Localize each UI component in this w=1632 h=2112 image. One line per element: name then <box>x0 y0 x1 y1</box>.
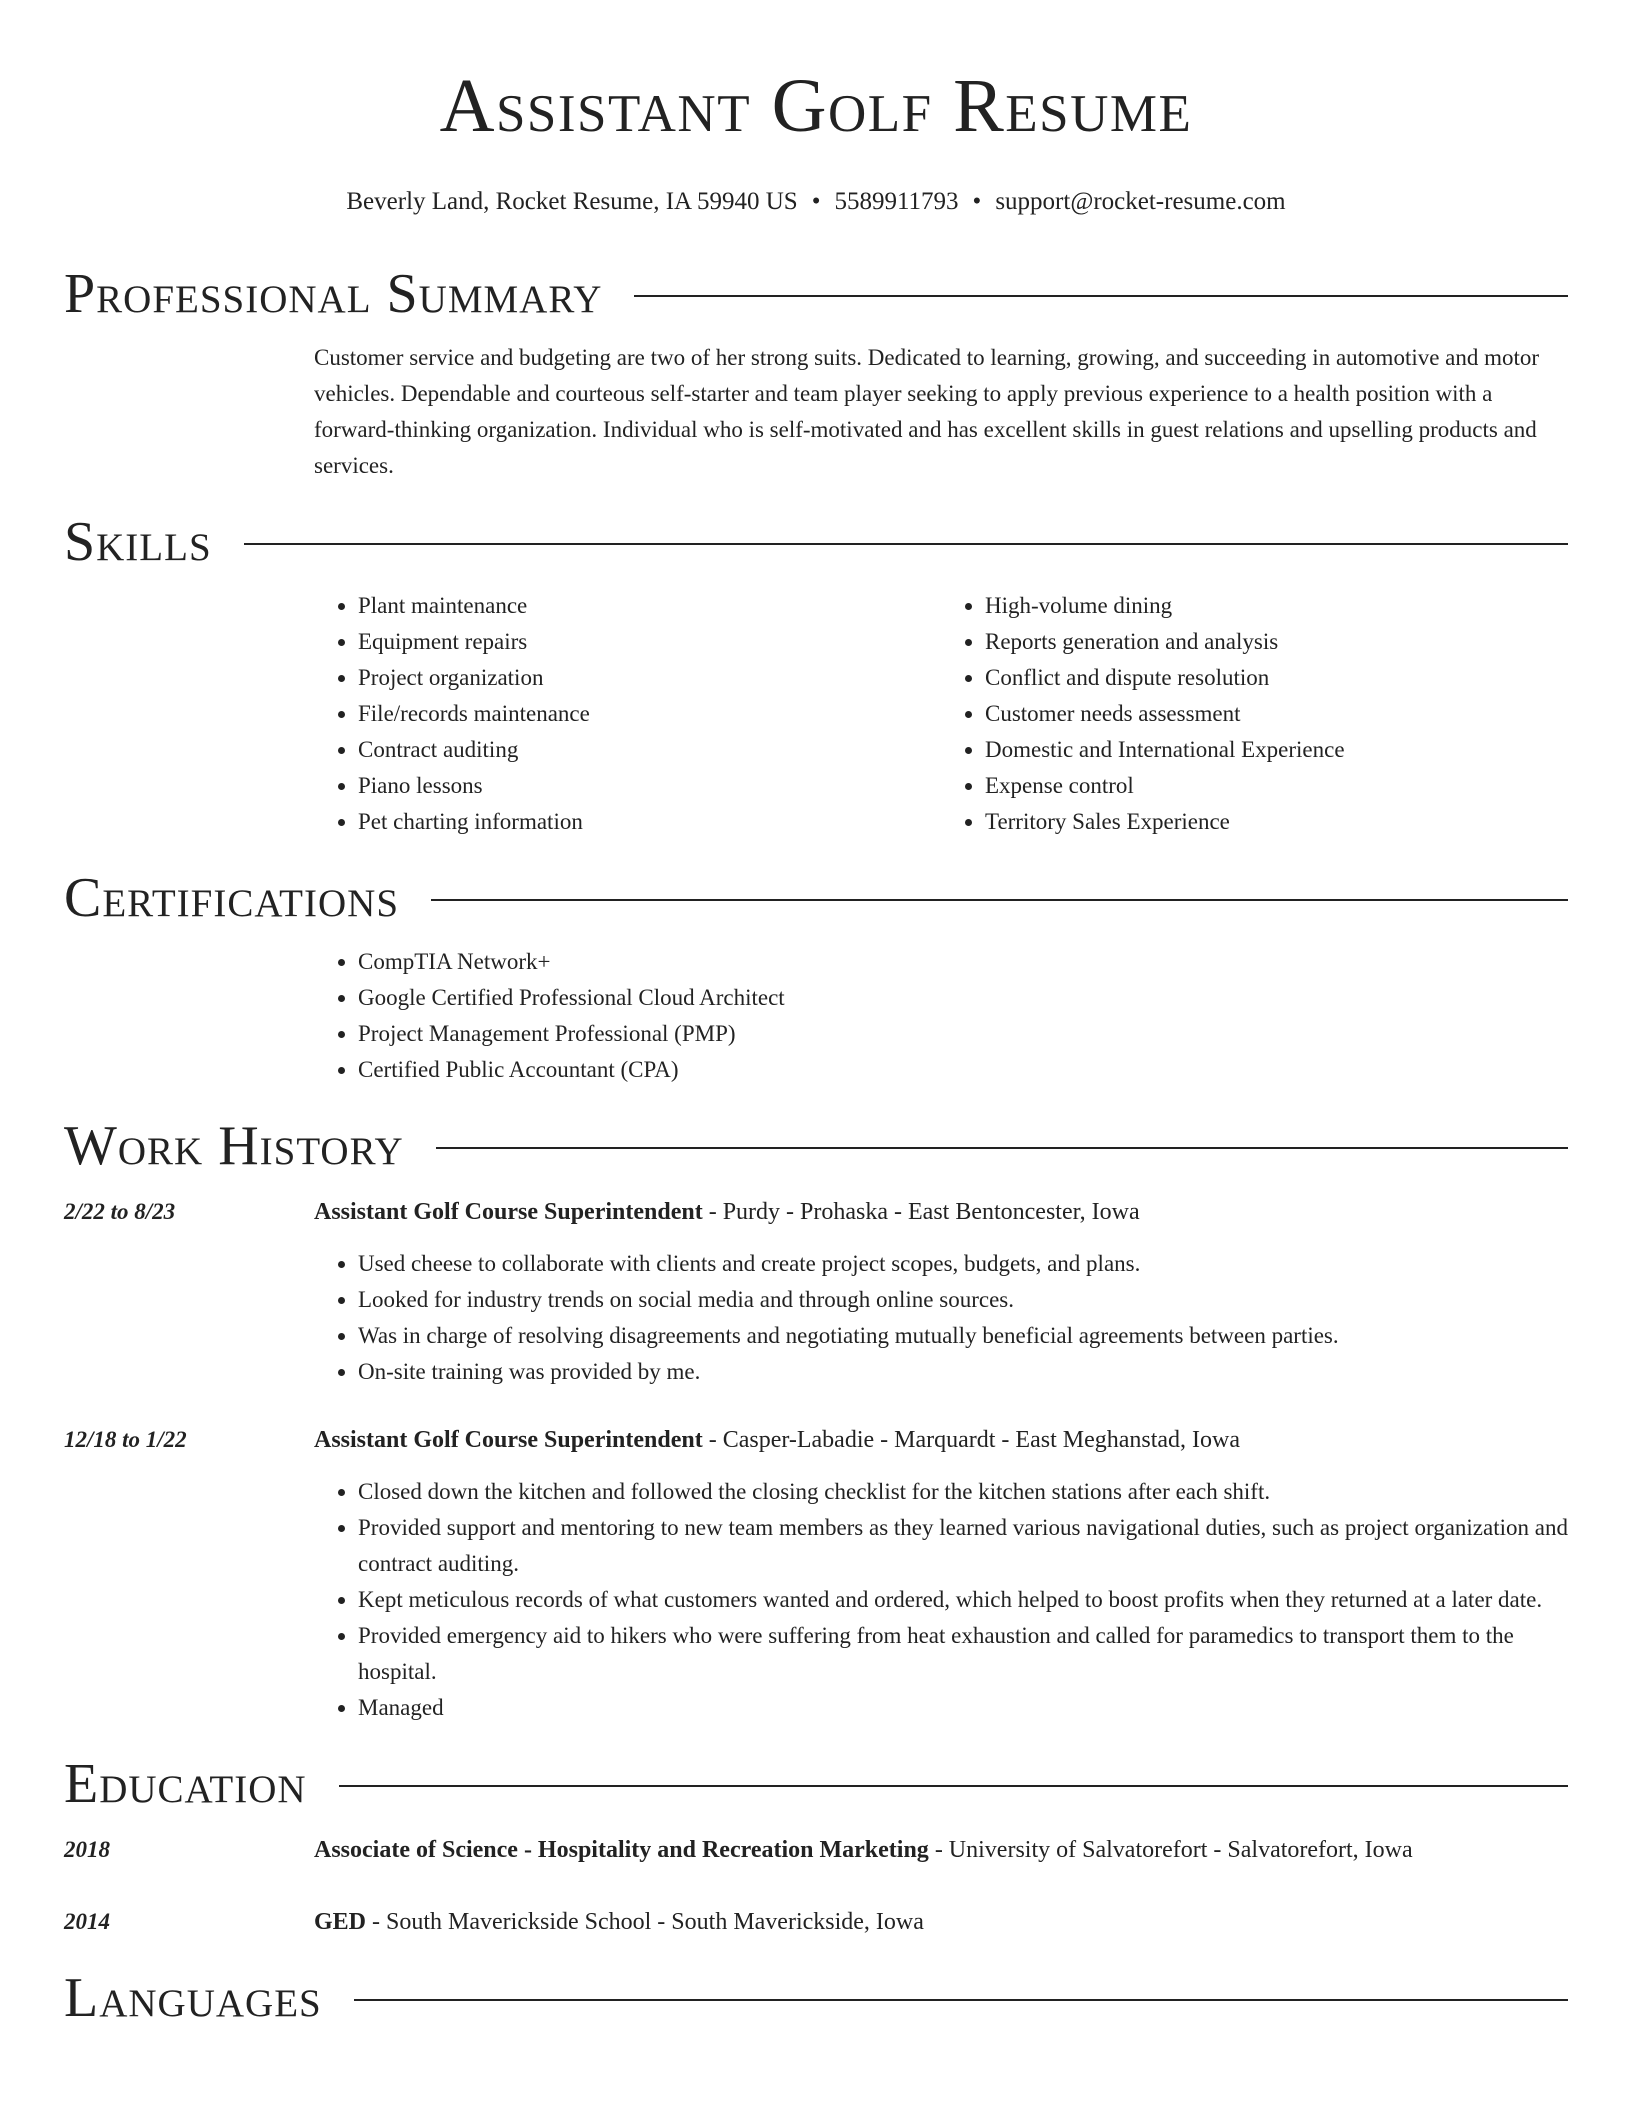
skill-item: • Expense control <box>985 768 1568 804</box>
education-school: - University of Salvatorefort - Salvatorefort, Iowa <box>928 1837 1413 1863</box>
contact-line <box>64 186 1568 218</box>
skill-item: • Reports generation and analysis <box>985 624 1568 660</box>
skill-item: • Contract auditing <box>358 732 941 768</box>
skill-item: • Customer needs assessment <box>985 696 1568 732</box>
skills-list <box>314 588 1568 840</box>
work-bullet: • Provided emergency aid to hikers who were suffering from heat exhaustion and called for paramedics to transport them to the hospital. <box>358 1618 1568 1690</box>
work-bullet: • On-site training was provided by me. <box>358 1354 1568 1390</box>
education-year: 2014 <box>64 1909 110 1934</box>
work-date: 12/18 to 1/22 <box>64 1427 187 1452</box>
work-bullet: • Closed down the kitchen and followed the closing checklist for the kitchen stations after each shift. <box>358 1474 1568 1510</box>
work-bullet: • Managed <box>358 1690 1568 1726</box>
resume-page <box>64 0 1568 2030</box>
section-title-education: Education <box>64 1753 307 1815</box>
work-bullets <box>314 1474 1568 1726</box>
education-year: 2018 <box>64 1837 110 1862</box>
certifications-list <box>314 944 1568 1088</box>
skill-item: • Piano lessons <box>358 768 941 804</box>
contact-email: support@rocket-resume.com <box>995 188 1286 215</box>
work-entry-header <box>64 1194 1568 1230</box>
resume-title: Assistant Golf Resume <box>439 64 1193 148</box>
work-bullet: • Kept meticulous records of what customers wanted and ordered, which helped to boost profits when they returned at a later date. <box>358 1582 1568 1618</box>
certification-item: • Project Management Professional (PMP) <box>358 1016 1568 1052</box>
section-title-languages: Languages <box>64 1967 322 2029</box>
section-title-work: Work History <box>64 1115 404 1177</box>
section-title-certifications: Certifications <box>64 867 400 929</box>
skill-item: • Equipment repairs <box>358 624 941 660</box>
certification-item: • CompTIA Network+ <box>358 944 1568 980</box>
section-header-summary <box>64 262 1568 326</box>
work-entry-header <box>64 1422 1568 1458</box>
skill-item: • Conflict and dispute resolution <box>985 660 1568 696</box>
work-entry <box>64 1422 1568 1726</box>
education-degree: Associate of Science - Hospitality and Recreation Marketing <box>314 1837 929 1863</box>
skill-item: • Territory Sales Experience <box>985 804 1568 840</box>
certification-item: • Google Certified Professional Cloud Architect <box>358 980 1568 1016</box>
work-bullet: • Was in charge of resolving disagreements and negotiating mutually beneficial agreements between parties. <box>358 1318 1568 1354</box>
contact-address: Beverly Land, Rocket Resume, IA 59940 US <box>346 188 798 215</box>
section-header-certifications <box>64 866 1568 930</box>
education-degree: GED <box>314 1909 367 1935</box>
section-rule <box>436 1147 1568 1149</box>
work-bullet: • Used cheese to collaborate with clients and create project scopes, budgets, and plans. <box>358 1246 1568 1282</box>
skill-item: • Domestic and International Experience <box>985 732 1568 768</box>
work-bullet: • Provided support and mentoring to new team members as they learned various navigational duties, such as project organization and contract auditing. <box>358 1510 1568 1582</box>
education-school: - South Maverickside School - South Maverickside, Iowa <box>366 1909 924 1935</box>
contact-separator: • <box>972 188 982 215</box>
work-employer: - Casper-Labadie - Marquardt - East Meghanstad, Iowa <box>702 1427 1241 1453</box>
skills-column-right <box>941 588 1568 840</box>
section-rule <box>339 1785 1568 1787</box>
section-header-languages <box>64 1966 1568 2030</box>
contact-separator: • <box>811 188 821 215</box>
skills-column-left <box>314 588 941 840</box>
work-bullets <box>314 1246 1568 1390</box>
skill-item: • Project organization <box>358 660 941 696</box>
section-header-skills <box>64 510 1568 574</box>
summary-text: Customer service and budgeting are two of her strong suits. Dedicated to learning, growing, and succeeding in automotive and motor vehicles. Dependable and courteous self-starter and team player seeking to apply previous experience to a health position with a forward-thinking organization. Individual who is self-motivated and has excellent skills in guest relations and upselling products and services. <box>314 345 1540 478</box>
section-rule <box>244 543 1568 545</box>
work-title: Assistant Golf Course Superintendent <box>314 1199 703 1225</box>
contact-phone: 5589911793 <box>834 188 959 215</box>
section-rule <box>431 899 1568 901</box>
section-rule <box>354 1999 1568 2001</box>
skill-item: • Plant maintenance <box>358 588 941 624</box>
work-entry <box>64 1194 1568 1390</box>
work-date: 2/22 to 8/23 <box>64 1199 176 1224</box>
certification-item: • Certified Public Accountant (CPA) <box>358 1052 1568 1088</box>
section-title-skills: Skills <box>64 511 212 573</box>
skill-item: • Pet charting information <box>358 804 941 840</box>
skill-item: • High-volume dining <box>985 588 1568 624</box>
skill-item: • File/records maintenance <box>358 696 941 732</box>
work-employer: - Purdy - Prohaska - East Bentoncester, Iowa <box>702 1199 1140 1225</box>
section-header-education <box>64 1752 1568 1816</box>
section-title-summary: Professional Summary <box>64 263 603 325</box>
section-rule <box>634 295 1568 297</box>
work-title: Assistant Golf Course Superintendent <box>314 1427 703 1453</box>
work-bullet: • Looked for industry trends on social media and through online sources. <box>358 1282 1568 1318</box>
education-entry <box>64 1832 1568 1868</box>
section-header-work <box>64 1114 1568 1178</box>
education-entry <box>64 1904 1568 1940</box>
